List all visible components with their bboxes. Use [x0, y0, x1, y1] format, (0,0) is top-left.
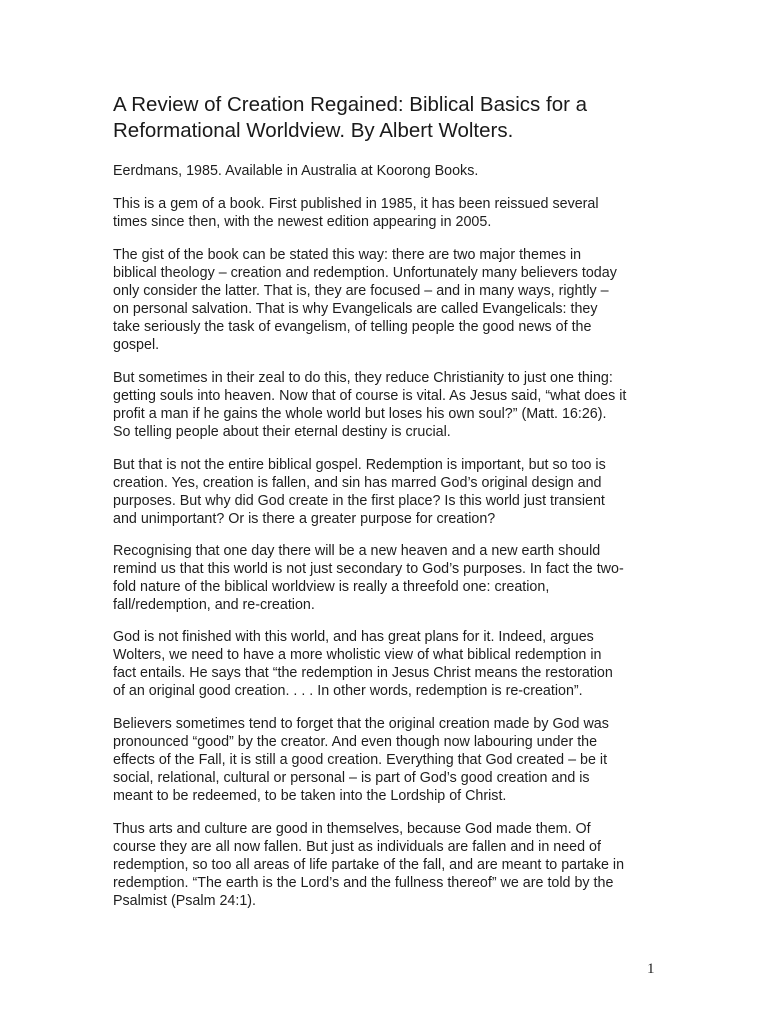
- text-line: Wolters, we need to have a more wholistic view of what biblical redemption in: [113, 647, 602, 663]
- text-line: creation. Yes, creation is fallen, and sin has marred God’s original design and: [113, 475, 602, 491]
- text-line: on personal salvation. That is why Evangelicals are called Evangelicals: they: [113, 301, 598, 317]
- text-line: Thus arts and culture are good in themselves, because God made them. Of: [113, 821, 591, 837]
- title-line: A Review of Creation Regained: Biblical Basics for a: [113, 93, 588, 116]
- text-line: But sometimes in their zeal to do this, they reduce Christianity to just one thing:: [113, 370, 613, 386]
- text-line: But that is not the entire biblical gospel. Redemption is important, but so too is: [113, 457, 606, 473]
- text-line: times since then, with the newest edition appearing in 2005.: [113, 214, 492, 230]
- text-line: redemption, so too all areas of life partake of the fall, and are meant to partake in: [113, 857, 625, 873]
- body-paragraph: [113, 820, 624, 910]
- text-line: fact entails. He says that “the redemption in Jesus Christ means the restoration: [113, 665, 613, 681]
- text-line: fall/redemption, and re-creation.: [113, 597, 315, 613]
- body-paragraph: [113, 456, 606, 528]
- text-line: So telling people about their eternal destiny is crucial.: [113, 424, 451, 440]
- body-paragraph: [113, 369, 626, 441]
- title-line: Reformational Worldview. By Albert Wolters.: [113, 119, 514, 142]
- body-paragraph: [113, 628, 613, 700]
- body-paragraph: [113, 195, 599, 231]
- body-paragraph: [113, 542, 624, 614]
- text-line: profit a man if he gains the whole world but loses his own soul?” (Matt. 16:26).: [113, 406, 607, 422]
- text-line: Psalmist (Psalm 24:1).: [113, 893, 257, 909]
- text-line: meant to be redeemed, to be taken into the Lordship of Christ.: [113, 788, 507, 804]
- text-line: biblical theology – creation and redemption. Unfortunately many believers today: [113, 265, 617, 281]
- text-line: and unimportant? Or is there a greater purpose for creation?: [113, 511, 496, 527]
- text-line: purposes. But why did God create in the first place? Is this world just transient: [113, 493, 605, 509]
- text-line: pronounced “good” by the creator. And even though now labouring under the: [113, 734, 598, 750]
- text-line: Eerdmans, 1985. Available in Australia at Koorong Books.: [113, 163, 479, 179]
- body-paragraph: [113, 246, 617, 354]
- document-title: [113, 92, 673, 144]
- page-number: 1: [647, 961, 655, 977]
- body-paragraph: [113, 715, 609, 805]
- text-line: fold nature of the biblical worldview is really a threefold one: creation,: [113, 579, 550, 595]
- text-line: God is not finished with this world, and has great plans for it. Indeed, argues: [113, 629, 594, 645]
- text-line: of an original good creation. . . . In other words, redemption is re-creation”.: [113, 683, 583, 699]
- text-line: social, relational, cultural or personal – is part of God’s good creation and is: [113, 770, 590, 786]
- text-line: Believers sometimes tend to forget that the original creation made by God was: [113, 716, 609, 732]
- text-line: This is a gem of a book. First published in 1985, it has been reissued several: [113, 196, 599, 212]
- text-line: redemption. “The earth is the Lord’s and the fullness thereof” we are told by the: [113, 875, 614, 891]
- text-line: Recognising that one day there will be a new heaven and a new earth should: [113, 543, 601, 559]
- text-line: The gist of the book can be stated this way: there are two major themes in: [113, 247, 582, 263]
- text-line: course they are all now fallen. But just as individuals are fallen and in need of: [113, 839, 601, 855]
- text-line: remind us that this world is not just secondary to God’s purposes. In fact the two-: [113, 561, 624, 577]
- text-line: getting souls into heaven. Now that of course is vital. As Jesus said, “what does it: [113, 388, 627, 404]
- publication-info-paragraph: [113, 162, 478, 180]
- text-line: take seriously the task of evangelism, of telling people the good news of the: [113, 319, 592, 335]
- text-line: gospel.: [113, 337, 160, 353]
- text-line: only consider the latter. That is, they are focused – and in many ways, rightly –: [113, 283, 609, 299]
- text-line: effects of the Fall, it is still a good creation. Everything that God created – be it: [113, 752, 608, 768]
